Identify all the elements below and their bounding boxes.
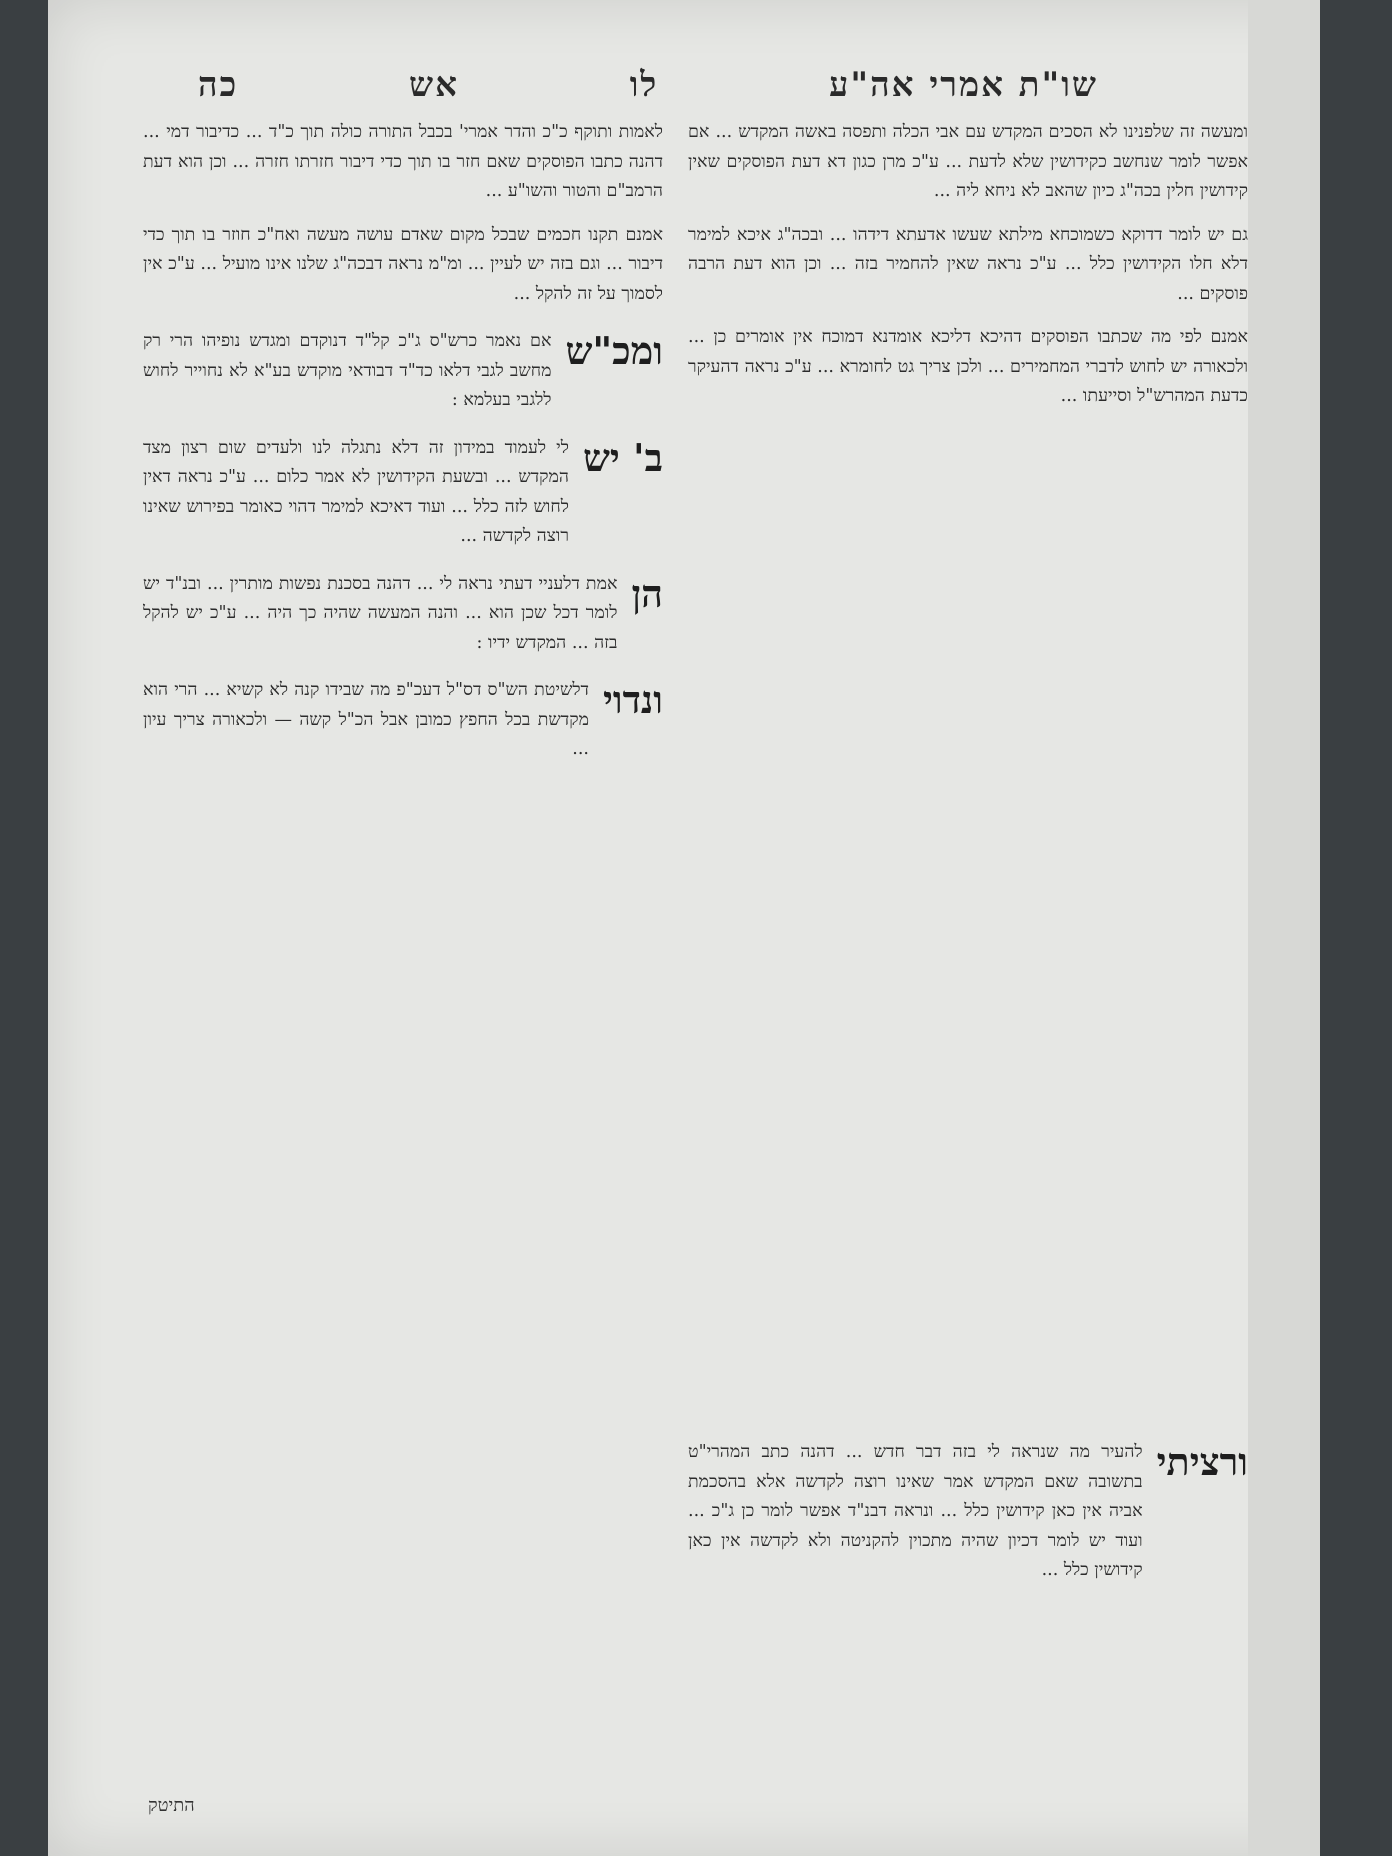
section-body: לי לעמוד במידון זה דלא נתגלה לנו ולעדים שום רצון מצד המקדש ... ובשעת הקידושין לא אמר כלום ... ע"כ נראה דאין לחוש לזה כלל ... ועוד דאיכא למימר דהוי כאומר בפירוש שאינו רוצה לקדשה ... xyxy=(143,437,569,546)
book-page xyxy=(48,0,1320,1856)
section-keyword: הן xyxy=(631,570,663,616)
section-umikol-sheken xyxy=(143,327,663,416)
catchword: התיטק xyxy=(148,1795,195,1816)
left-paragraph-1: לאמות ותוקף כ"כ והדר אמרי' בכבל התורה כולה תוך כ"ד ... כדיבור דמי ... דהנה כתבו הפוסקים שאם חזר בו תוך כדי דיבור חזרתו חזרה ... וכן הוא דעת הרמב"ם והטור והשו"ע ... xyxy=(143,122,663,201)
header-title: שו"ת אמרי אה"ע xyxy=(829,65,1098,105)
right-paragraph-2: גם יש לומר דדוקא כשמוכחא מילתא שעשו אדעתא דידהו ... ובכה"ג איכא למימר דלא חלו הקידושין כלל ... ע"כ נראה שאין להחמיר בזה ... וכן הוא דעת הרבה פוסקים ... xyxy=(688,224,1248,304)
section-body: להעיר מה שנראה לי בזה דבר חדש ... דהנה כתב המהרי"ט בתשובה שאם המקדש אמר שאינו רוצה לקדשה אלא בהסכמת אביה אין כאן קידושין כלל ... ונראה דבנ"ד אפשר לומר כן ג"כ ... ועוד יש לומר דכיון שהיה מתכוין להקניטה ולא לקדשה אין כאן קידושין כלל ... xyxy=(688,1442,1143,1580)
section-keyword: ונדוי xyxy=(602,677,663,722)
facing-page-edge xyxy=(1248,0,1320,1856)
section-body: אם נאמר כרש"ס ג"כ קל"ד דנוקדם ומגדש נופיהו הרי רק מחשב לגבי דלאו כד"ד דבודאי מוקדש בע"א לא נחוייר לחוש ללגבי בעלמא : xyxy=(143,331,552,410)
right-paragraph-3: אמנם לפי מה שכתבו הפוסקים דהיכא דליכא אומדנא דמוכח אין אומרים כן ... ולכאורה יש לחוש לדברי המחמירים ... ולכן צריך גט לחומרא ... ע"כ נראה דהעיקר כדעת המהרש"ל וסייעתו ... xyxy=(688,327,1248,406)
section-b-yesh xyxy=(143,434,663,552)
section-vertziti xyxy=(688,1438,1248,1586)
right-paragraph-1: ומעשה זה שלפנינו לא הסכים המקדש עם אבי הכלה ותפסה באשה המקדש ... אם אפשר לומר שנחשב כקידושין שלא לדעת ... ע"כ מרן כגון דא דעת הפוסקים שאין קידושין חלין בכה"ג כיון שהאב לא ניחא ליה ... xyxy=(688,122,1248,201)
left-column xyxy=(143,118,663,1818)
header-siman: לו xyxy=(629,65,659,105)
running-header xyxy=(198,60,1098,110)
section-body: דלשיטת הש"ס דס"ל דעכ"פ מה שבידו קנה לא קשיא ... הרי הוא מקדשת בכל החפץ כמובן אבל הכ"ל קשה — ולכאורה צריך עיון ... xyxy=(143,680,589,759)
page-number: כה xyxy=(198,65,239,105)
section-keyword: ב' יש xyxy=(582,434,663,480)
right-column-bottom xyxy=(688,1420,1248,1820)
section-body: אמת דלעניי דעתי נראה לי ... דהנה בסכנת נפשות מותרין ... ובנ"ד יש לומר דכל שכן הוא ... והנה המעשה שהיה כך היה ... ע"כ יש להקל בזה ... המקדש ידיו : xyxy=(143,573,618,653)
left-paragraph-2: אמנם תקנו חכמים שבכל מקום שאדם עושה מעשה ואח"כ חוזר בו תוך כדי דיבור ... וגם בזה יש לעיין ... ומ"מ נראה דבכה"ג שלנו אינו מועיל ... ע"כ אין לסמוך על זה להקל ... xyxy=(143,224,663,304)
section-venidui xyxy=(143,676,663,765)
right-column xyxy=(688,118,1248,1408)
header-subject: אש xyxy=(409,65,459,105)
section-keyword: ומכ"ש xyxy=(565,328,663,373)
section-hen xyxy=(143,570,663,659)
section-keyword: ורציתי xyxy=(1156,1439,1248,1484)
